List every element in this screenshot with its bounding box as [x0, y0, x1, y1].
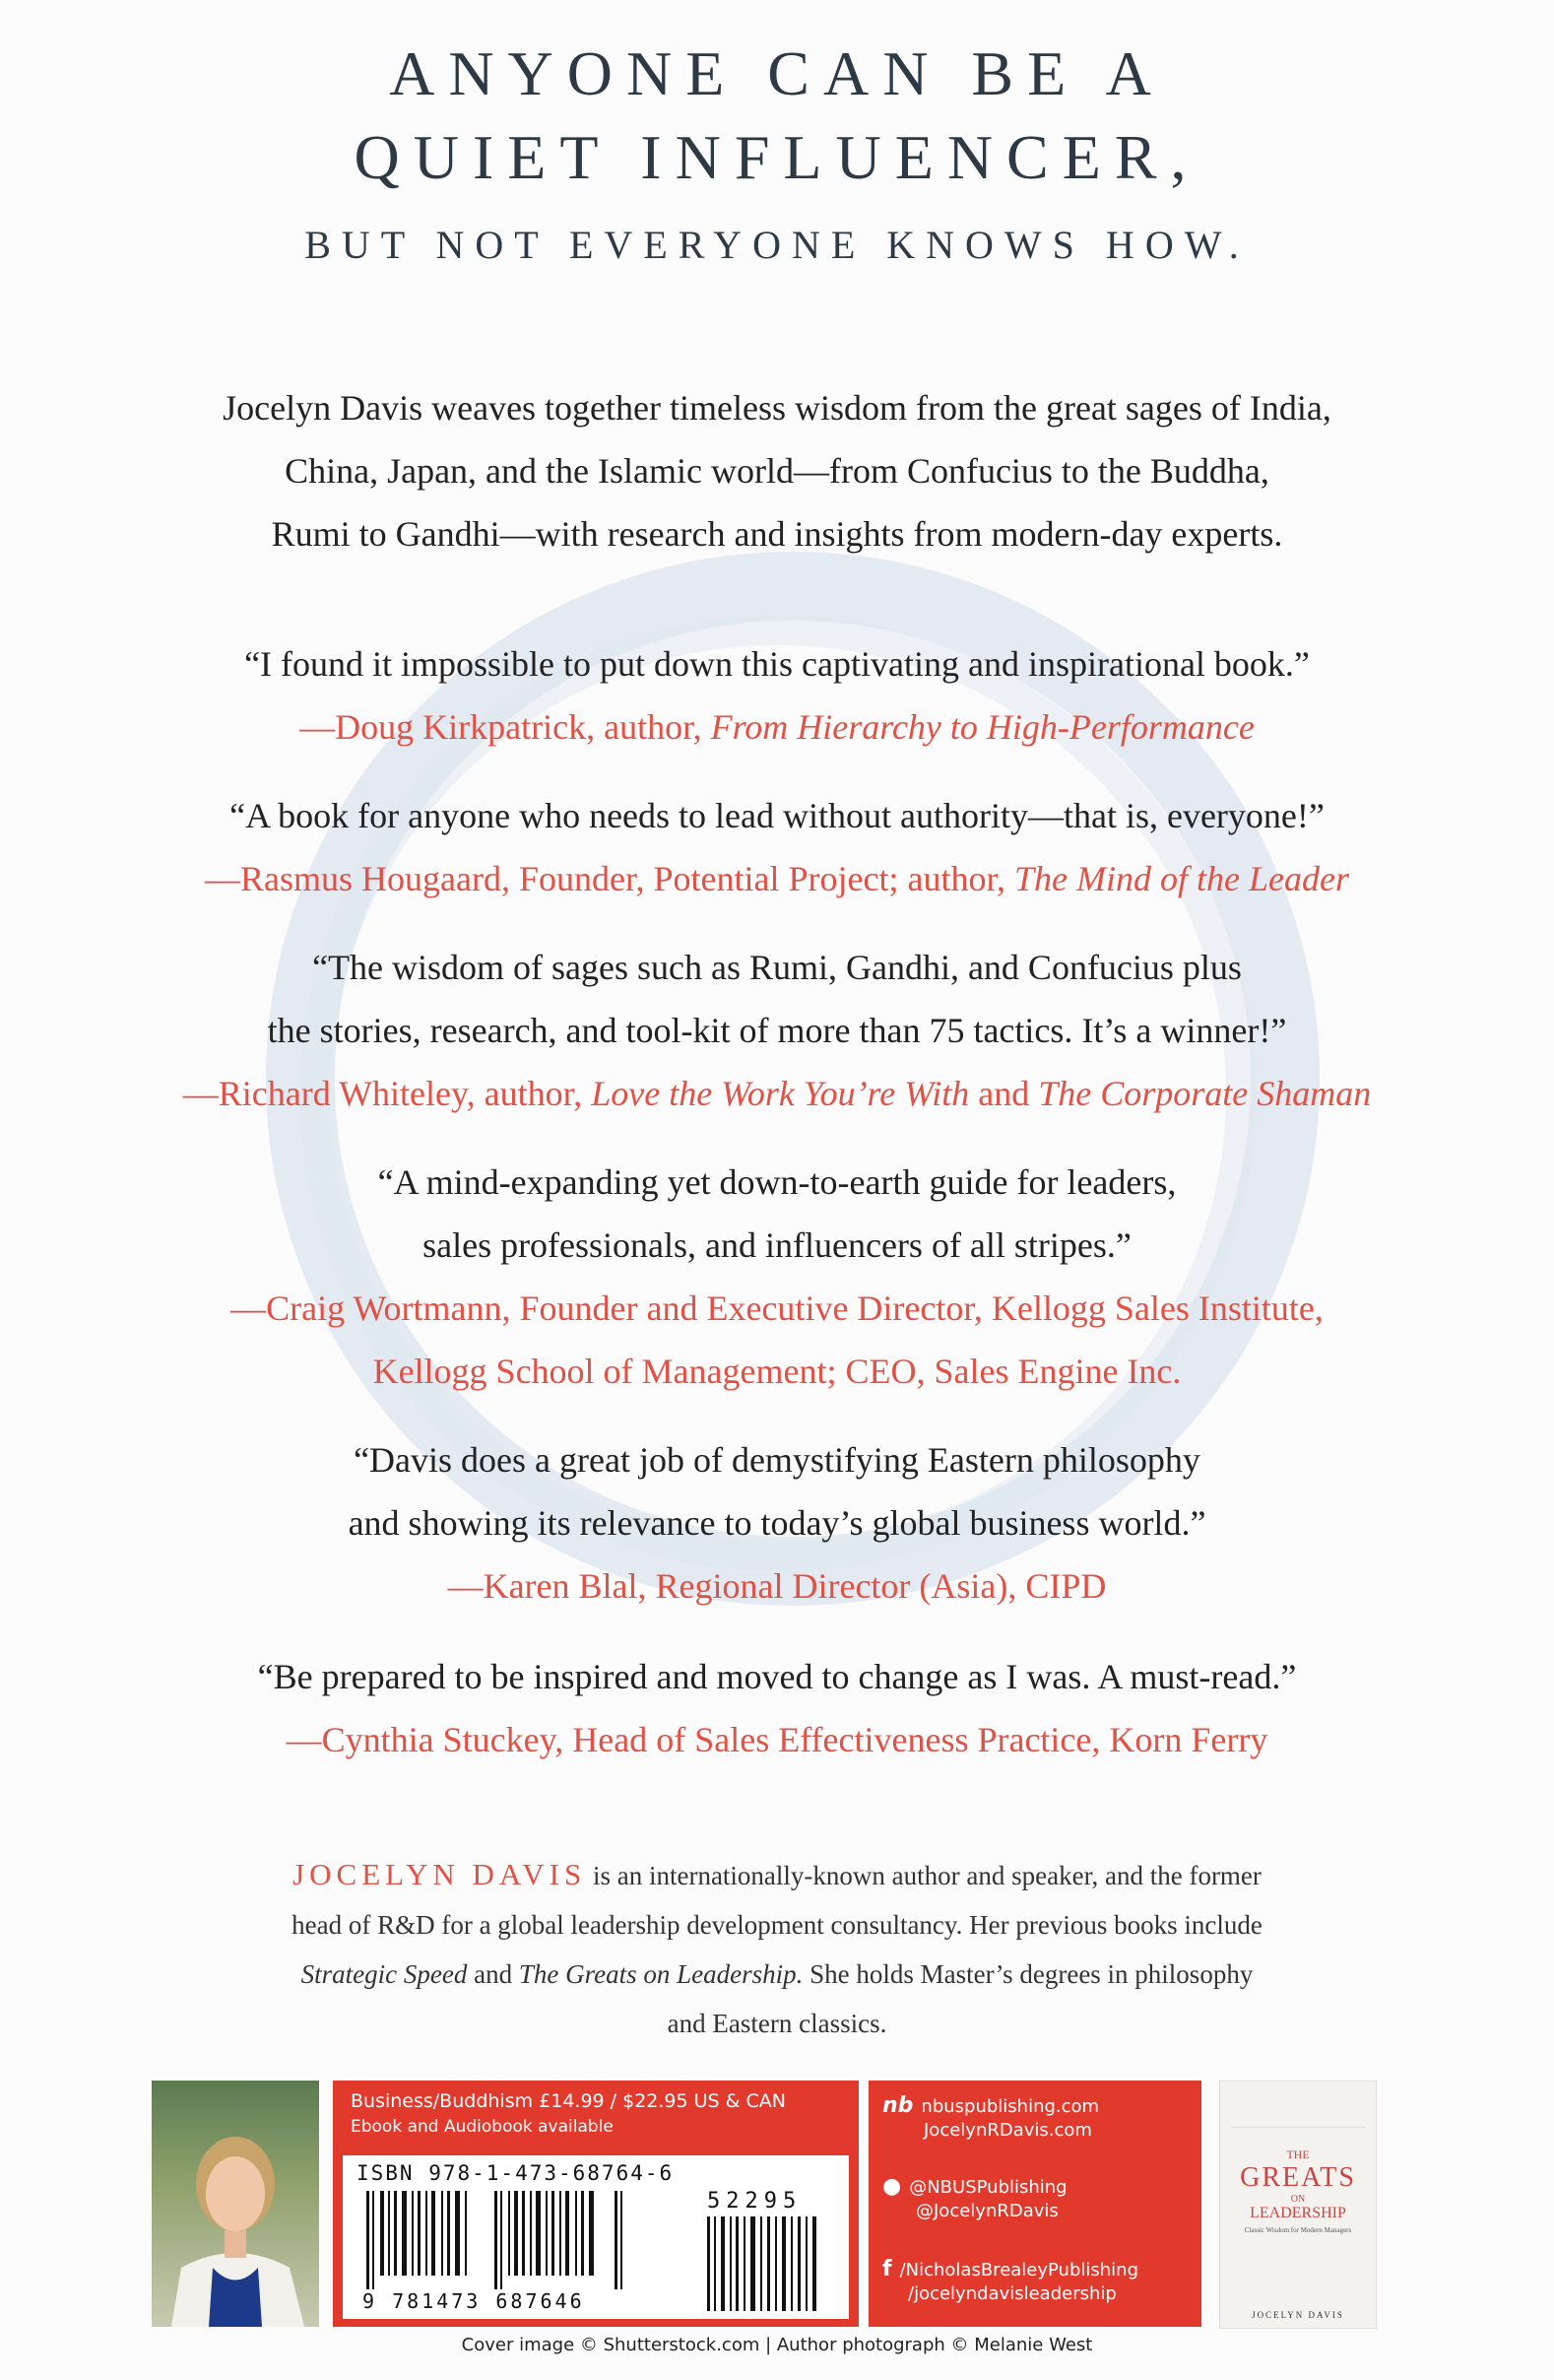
thumbnail-title-on: ON [1290, 2194, 1306, 2205]
facebook-icon: f [882, 2257, 892, 2281]
bio-book-title: Strategic Speed [300, 1959, 468, 1989]
intro-line: Rumi to Gandhi—with research and insights from modern-day experts. [271, 514, 1283, 554]
quote-attribution: —Cynthia Stuckey, Head of Sales Effectiveness Practice, Korn Ferry [286, 1720, 1268, 1759]
author-twitter[interactable]: @JocelynRDavis [916, 2201, 1059, 2221]
publisher-twitter[interactable]: @NBUSPublishing [909, 2177, 1068, 2198]
quote-text: “A book for anyone who needs to lead without authority—that is, everyone!” [229, 796, 1325, 835]
price-info [351, 2088, 786, 2140]
nb-logo-icon: nb [882, 2093, 914, 2118]
endorsement-quote [59, 1428, 1495, 1618]
author-photo [152, 2081, 319, 2327]
endorsement-quote [59, 784, 1495, 910]
format-availability: Ebook and Audiobook available [351, 2117, 614, 2137]
attribution-name: —Richard Whiteley, author, [182, 1074, 592, 1113]
previous-book-thumbnail [1219, 2081, 1377, 2329]
author-facebook[interactable]: /jocelyndavisleadership [908, 2283, 1117, 2304]
attribution-name: —Doug Kirkpatrick, author, [299, 707, 711, 747]
thumbnail-title-the: THE [1286, 2148, 1310, 2161]
publisher-web-row [882, 2094, 1099, 2143]
quote-text: “Davis does a great job of demystifying Eastern philosophy [354, 1440, 1200, 1480]
publisher-facebook[interactable]: /NicholasBrealeyPublishing [899, 2260, 1139, 2281]
publisher-info-box [869, 2081, 1201, 2327]
endorsement-quote [59, 632, 1495, 759]
publisher-twitter-row [882, 2175, 1068, 2223]
thumbnail-title-greats: GREATS [1240, 2162, 1356, 2193]
attribution-work: From Hierarchy to High-Performance [710, 707, 1255, 747]
headline-line-1: ANYONE CAN BE A [389, 38, 1165, 108]
endorsement-quote [59, 1645, 1495, 1771]
intro-paragraph [108, 376, 1446, 565]
twitter-icon: ● [882, 2174, 902, 2199]
quote-attribution [59, 847, 1495, 910]
headline-line-3: BUT NOT EVERYONE KNOWS HOW. [304, 223, 1250, 267]
barcode-area [343, 2155, 849, 2319]
thumbnail-author: JOCELYN DAVIS [1252, 2310, 1344, 2320]
intro-line: China, Japan, and the Islamic world—from Confucius to the Buddha, [285, 451, 1269, 491]
image-credits: Cover image © Shutterstock.com | Author photograph © Melanie West [461, 2335, 1093, 2355]
quote-attribution [59, 695, 1495, 759]
publisher-website[interactable]: nbuspublishing.com [921, 2096, 1100, 2117]
headline-line-2: QUIET INFLUENCER, [354, 122, 1200, 192]
quote-attribution [59, 1062, 1495, 1125]
price-barcode-box [333, 2081, 859, 2327]
thumbnail-blurb-lines [1230, 2093, 1366, 2128]
bio-line [148, 1950, 1406, 1999]
attribution-joiner: and [969, 1074, 1039, 1113]
quote-text: “A mind-expanding yet down-to-earth guide for leaders, [377, 1162, 1177, 1202]
author-website[interactable]: JocelynRDavis.com [924, 2120, 1092, 2141]
bio-text: and [467, 1959, 519, 1989]
bio-line: head of R&D for a global leadership development consultancy. Her previous books include [291, 1910, 1263, 1940]
quote-text: “The wisdom of sages such as Rumi, Gandhi, and Confucius plus [312, 948, 1242, 987]
bio-line: and Eastern classics. [667, 2009, 887, 2038]
attribution-work: The Mind of the Leader [1014, 859, 1349, 898]
author-bio [148, 1850, 1406, 2048]
endorsement-quote [59, 1151, 1495, 1403]
thumbnail-subtitle: Classic Wisdom for Modern Managers [1244, 2226, 1352, 2234]
quote-text: sales professionals, and influencers of all stripes.” [422, 1225, 1132, 1265]
bio-book-title: The Greats on Leadership. [518, 1959, 804, 1989]
addon-barcode-icon [705, 2216, 823, 2311]
bio-text: is an internationally-known author and speaker, and the former [586, 1861, 1262, 1890]
quote-attribution: —Karen Blal, Regional Director (Asia), CIPD [447, 1566, 1107, 1606]
quote-text: the stories, research, and tool-kit of more than 75 tactics. It’s a winner!” [267, 1011, 1287, 1050]
quote-attribution: Kellogg School of Management; CEO, Sales Engine Inc. [372, 1352, 1182, 1391]
attribution-name: —Rasmus Hougaard, Founder, Potential Project; author, [205, 859, 1015, 898]
quote-text: and showing its relevance to today’s global business world.” [348, 1503, 1206, 1543]
isbn-number: ISBN 978-1-473-68764-6 [356, 2161, 675, 2185]
author-name: JOCELYN DAVIS [292, 1857, 587, 1891]
publisher-facebook-row [882, 2258, 1138, 2306]
attribution-work: The Corporate Shaman [1038, 1074, 1372, 1113]
quote-text: “I found it impossible to put down this captivating and inspirational book.” [244, 644, 1310, 684]
price-line: Business/Buddhism £14.99 / $22.95 US & CAN [351, 2090, 786, 2112]
quote-text: “Be prepared to be inspired and moved to change as I was. A must-read.” [257, 1657, 1297, 1696]
thumbnail-title-leadership: LEADERSHIP [1250, 2205, 1346, 2221]
barcode-addon-number: 52295 [707, 2189, 803, 2214]
quote-attribution: —Craig Wortmann, Founder and Executive Director, Kellogg Sales Institute, [230, 1289, 1324, 1328]
attribution-work: Love the Work You’re With [591, 1074, 970, 1113]
bio-line [148, 1850, 1406, 1900]
barcode-icon [356, 2191, 652, 2289]
bio-text: She holds Master’s degrees in philosophy [803, 1959, 1254, 1989]
intro-line: Jocelyn Davis weaves together timeless wisdom from the great sages of India, [223, 388, 1331, 428]
barcode-digits: 9 781473 687646 [362, 2289, 585, 2313]
endorsement-quote [59, 936, 1495, 1125]
author-portrait-icon [152, 2081, 319, 2327]
